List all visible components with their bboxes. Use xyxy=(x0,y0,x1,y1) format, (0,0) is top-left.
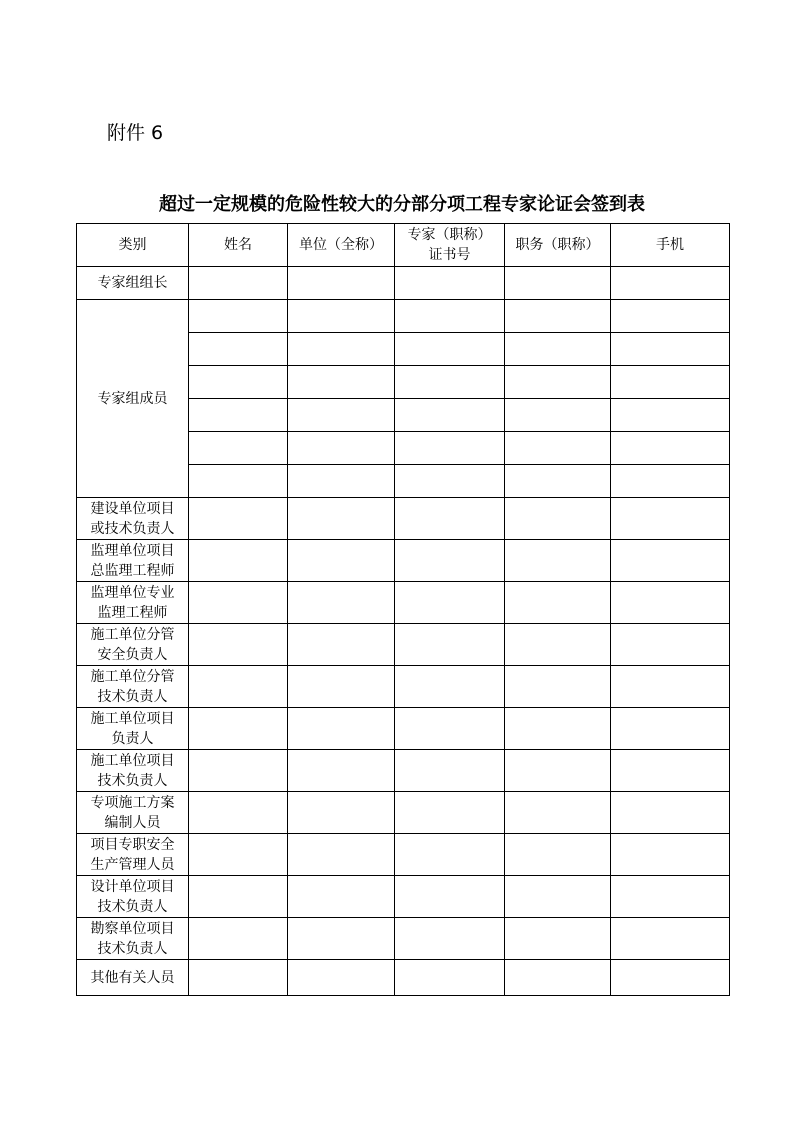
table-row xyxy=(77,582,730,624)
name-cell[interactable] xyxy=(189,300,288,333)
certificate-cell[interactable] xyxy=(395,960,505,996)
phone-cell[interactable] xyxy=(611,540,730,582)
sign-in-table xyxy=(76,223,730,996)
position-cell[interactable] xyxy=(505,540,611,582)
phone-cell[interactable] xyxy=(611,960,730,996)
phone-cell[interactable] xyxy=(611,432,730,465)
table-row xyxy=(77,918,730,960)
position-cell[interactable] xyxy=(505,267,611,300)
position-cell[interactable] xyxy=(505,582,611,624)
attachment-label: 附件 6 xyxy=(107,122,164,144)
unit-cell[interactable] xyxy=(288,750,395,792)
certificate-cell[interactable] xyxy=(395,750,505,792)
category-cell: 监理单位专业 监理工程师 xyxy=(77,582,189,624)
certificate-cell[interactable] xyxy=(395,582,505,624)
position-cell[interactable] xyxy=(505,666,611,708)
position-cell[interactable] xyxy=(505,465,611,498)
header-unit: 单位（全称） xyxy=(288,224,395,267)
phone-cell[interactable] xyxy=(611,792,730,834)
unit-cell[interactable] xyxy=(288,624,395,666)
name-cell[interactable] xyxy=(189,792,288,834)
category-cell: 专家组组长 xyxy=(77,267,189,300)
header-phone: 手机 xyxy=(611,224,730,267)
name-cell[interactable] xyxy=(189,582,288,624)
table-row xyxy=(77,834,730,876)
phone-cell[interactable] xyxy=(611,465,730,498)
name-cell[interactable] xyxy=(189,366,288,399)
header-category: 类别 xyxy=(77,224,189,267)
certificate-cell[interactable] xyxy=(395,333,505,366)
position-cell[interactable] xyxy=(505,918,611,960)
name-cell[interactable] xyxy=(189,432,288,465)
position-cell[interactable] xyxy=(505,300,611,333)
unit-cell[interactable] xyxy=(288,582,395,624)
certificate-cell[interactable] xyxy=(395,918,505,960)
header-position: 职务（职称） xyxy=(505,224,611,267)
unit-cell[interactable] xyxy=(288,300,395,333)
unit-cell[interactable] xyxy=(288,876,395,918)
name-cell[interactable] xyxy=(189,465,288,498)
category-cell: 专家组成员 xyxy=(77,300,189,498)
table-row xyxy=(77,792,730,834)
category-cell: 施工单位分管 技术负责人 xyxy=(77,666,189,708)
header-row xyxy=(77,224,730,267)
certificate-cell[interactable] xyxy=(395,624,505,666)
position-cell[interactable] xyxy=(505,498,611,540)
position-cell[interactable] xyxy=(505,366,611,399)
phone-cell[interactable] xyxy=(611,918,730,960)
name-cell[interactable] xyxy=(189,960,288,996)
category-cell: 监理单位项目 总监理工程师 xyxy=(77,540,189,582)
unit-cell[interactable] xyxy=(288,834,395,876)
unit-cell[interactable] xyxy=(288,465,395,498)
category-cell: 项目专职安全 生产管理人员 xyxy=(77,834,189,876)
position-cell[interactable] xyxy=(505,708,611,750)
name-cell[interactable] xyxy=(189,750,288,792)
header-certificate-line2: 证书号 xyxy=(428,247,471,263)
table-row xyxy=(77,267,730,300)
certificate-cell[interactable] xyxy=(395,267,505,300)
table-row xyxy=(77,624,730,666)
name-cell[interactable] xyxy=(189,540,288,582)
position-cell[interactable] xyxy=(505,432,611,465)
name-cell[interactable] xyxy=(189,498,288,540)
certificate-cell[interactable] xyxy=(395,432,505,465)
unit-cell[interactable] xyxy=(288,399,395,432)
position-cell[interactable] xyxy=(505,750,611,792)
category-cell: 施工单位项目 负责人 xyxy=(77,708,189,750)
phone-cell[interactable] xyxy=(611,666,730,708)
certificate-cell[interactable] xyxy=(395,666,505,708)
name-cell[interactable] xyxy=(189,876,288,918)
name-cell[interactable] xyxy=(189,267,288,300)
table-row xyxy=(77,540,730,582)
position-cell[interactable] xyxy=(505,876,611,918)
certificate-cell[interactable] xyxy=(395,465,505,498)
name-cell[interactable] xyxy=(189,333,288,366)
certificate-cell[interactable] xyxy=(395,834,505,876)
category-cell: 专项施工方案 编制人员 xyxy=(77,792,189,834)
unit-cell[interactable] xyxy=(288,333,395,366)
position-cell[interactable] xyxy=(505,834,611,876)
unit-cell[interactable] xyxy=(288,708,395,750)
name-cell[interactable] xyxy=(189,666,288,708)
unit-cell[interactable] xyxy=(288,267,395,300)
table-row xyxy=(77,876,730,918)
certificate-cell[interactable] xyxy=(395,708,505,750)
certificate-cell[interactable] xyxy=(395,399,505,432)
phone-cell[interactable] xyxy=(611,366,730,399)
category-cell: 建设单位项目 或技术负责人 xyxy=(77,498,189,540)
certificate-cell[interactable] xyxy=(395,876,505,918)
certificate-cell[interactable] xyxy=(395,300,505,333)
unit-cell[interactable] xyxy=(288,918,395,960)
category-cell: 施工单位项目 技术负责人 xyxy=(77,750,189,792)
unit-cell[interactable] xyxy=(288,960,395,996)
unit-cell[interactable] xyxy=(288,540,395,582)
certificate-cell[interactable] xyxy=(395,366,505,399)
name-cell[interactable] xyxy=(189,918,288,960)
name-cell[interactable] xyxy=(189,399,288,432)
header-certificate xyxy=(395,224,505,267)
phone-cell[interactable] xyxy=(611,750,730,792)
name-cell[interactable] xyxy=(189,834,288,876)
table-row xyxy=(77,498,730,540)
certificate-cell[interactable] xyxy=(395,792,505,834)
position-cell[interactable] xyxy=(505,624,611,666)
unit-cell[interactable] xyxy=(288,666,395,708)
table-row xyxy=(77,750,730,792)
name-cell[interactable] xyxy=(189,708,288,750)
certificate-cell[interactable] xyxy=(395,540,505,582)
table-row xyxy=(77,300,730,333)
category-cell: 其他有关人员 xyxy=(77,960,189,996)
phone-cell[interactable] xyxy=(611,708,730,750)
phone-cell[interactable] xyxy=(611,333,730,366)
phone-cell[interactable] xyxy=(611,834,730,876)
phone-cell[interactable] xyxy=(611,624,730,666)
phone-cell[interactable] xyxy=(611,399,730,432)
name-cell[interactable] xyxy=(189,624,288,666)
phone-cell[interactable] xyxy=(611,498,730,540)
position-cell[interactable] xyxy=(505,792,611,834)
position-cell[interactable] xyxy=(505,960,611,996)
header-name: 姓名 xyxy=(189,224,288,267)
unit-cell[interactable] xyxy=(288,432,395,465)
table-row xyxy=(77,708,730,750)
position-cell[interactable] xyxy=(505,333,611,366)
page-title: 超过一定规模的危险性较大的分部分项工程专家论证会签到表 xyxy=(159,194,645,215)
certificate-cell[interactable] xyxy=(395,498,505,540)
phone-cell[interactable] xyxy=(611,876,730,918)
unit-cell[interactable] xyxy=(288,498,395,540)
phone-cell[interactable] xyxy=(611,267,730,300)
phone-cell[interactable] xyxy=(611,582,730,624)
phone-cell[interactable] xyxy=(611,300,730,333)
position-cell[interactable] xyxy=(505,399,611,432)
category-cell: 施工单位分管 安全负责人 xyxy=(77,624,189,666)
unit-cell[interactable] xyxy=(288,366,395,399)
table-row xyxy=(77,666,730,708)
category-cell: 勘察单位项目 技术负责人 xyxy=(77,918,189,960)
header-certificate-line1: 专家（职称） xyxy=(407,227,492,243)
category-cell: 设计单位项目 技术负责人 xyxy=(77,876,189,918)
unit-cell[interactable] xyxy=(288,792,395,834)
table-row xyxy=(77,960,730,996)
